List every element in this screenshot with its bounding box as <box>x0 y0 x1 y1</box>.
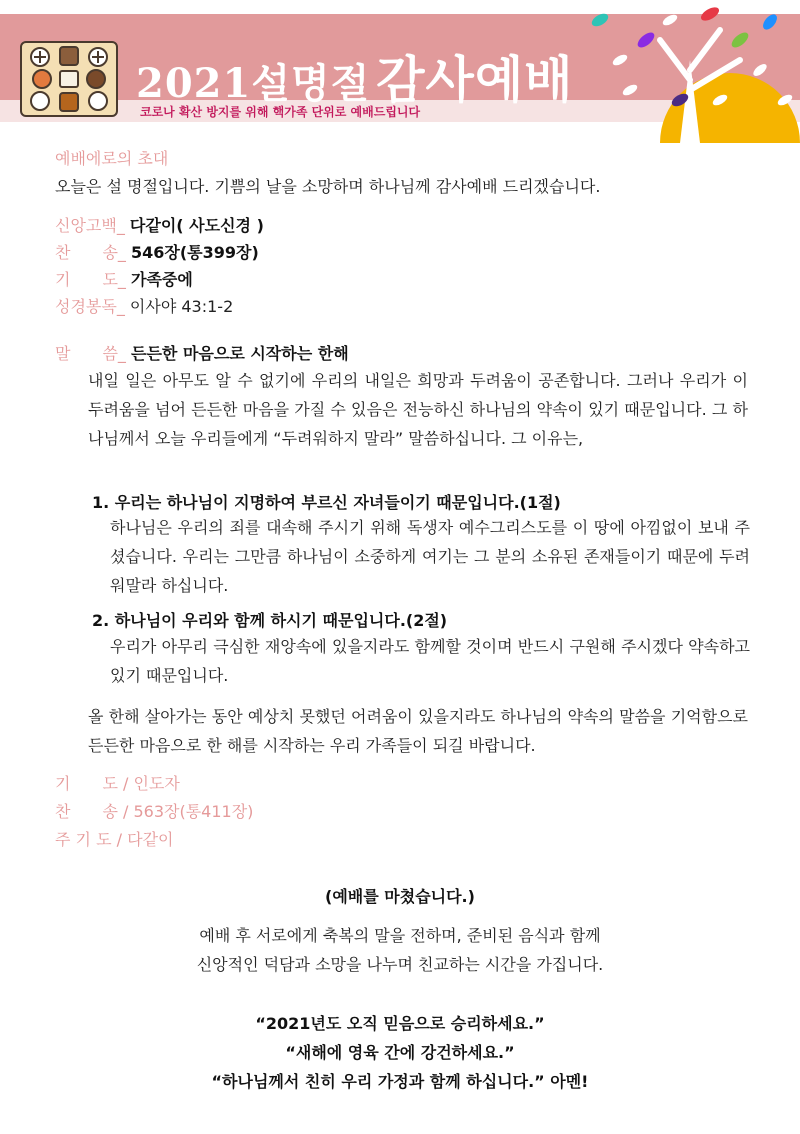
point-heading: 2. 하나님이 우리와 함께 하시기 때문입니다.(2절) <box>92 611 448 630</box>
title-main: 감사예배 <box>376 51 574 109</box>
blessing-line: “2021년도 오직 믿음으로 승리하세요.” <box>255 1014 545 1033</box>
after-label: 주 기 도 / <box>55 830 128 849</box>
header-banner <box>0 0 800 143</box>
point-body: 우리가 아무리 극심한 재앙속에 있을지라도 함께할 것이며 반드시 구원해 주시겠다 약속하고 있기 때문입니다. <box>110 637 750 685</box>
after-label: 찬 송 / <box>55 802 134 821</box>
order-label: 신앙고백_ <box>55 216 125 235</box>
holiday-food-table-icon <box>20 41 118 117</box>
point-heading: 1. 우리는 하나님이 지명하여 부르신 자녀들이기 때문입니다.(1절) <box>92 493 561 512</box>
ending-line: 신앙적인 덕담과 소망을 나누며 친교하는 시간을 가집니다. <box>196 955 604 974</box>
sermon-title: 든든한 마음으로 시작하는 한해 <box>131 344 349 363</box>
order-item <box>55 240 259 263</box>
order-item <box>55 267 193 290</box>
order-label: 찬 송_ <box>55 243 126 262</box>
after-item <box>55 799 253 822</box>
invitation-label: 예배에로의 초대 <box>55 149 169 168</box>
after-value: 인도자 <box>133 774 180 793</box>
after-value: 다같이 <box>127 830 174 849</box>
point-body: 하나님은 우리의 죄를 대속해 주시기 위해 독생자 예수그리스도를 이 땅에 아낌없이 보내 주셨습니다. 우리는 그만큼 하나님이 소중하게 여기는 그 분의 소유된 존재들이기 때문에 두려워말라 하십니다. <box>110 518 750 595</box>
order-value: 이사야 43:1-2 <box>129 297 234 316</box>
ending-title: (예배를 마쳤습니다.) <box>325 887 475 906</box>
after-item <box>55 827 173 850</box>
title-year: 2021설명절 <box>136 60 371 107</box>
order-value: 다같이( 사도신경 ) <box>129 216 264 235</box>
order-item <box>55 213 264 236</box>
blessing-line: “새해에 영육 간에 강건하세요.” <box>285 1043 515 1062</box>
order-item <box>55 294 233 317</box>
tree-sun-illustration <box>560 0 800 143</box>
page-subtitle: 코로나 확산 방지를 위해 핵가족 단위로 예배드립니다 <box>140 105 421 119</box>
sermon-label: 말 씀_ <box>55 344 126 363</box>
order-value: 546장(통399장) <box>131 243 259 262</box>
ending-line: 예배 후 서로에게 축복의 말을 전하며, 준비된 음식과 함께 <box>199 926 601 945</box>
blessing-line: “하나님께서 친히 우리 가정과 함께 하십니다.” 아멘! <box>211 1072 589 1091</box>
invitation-text: 오늘은 설 명절입니다. 기쁨의 날을 소망하며 하나님께 감사예배 드리겠습니다. <box>55 177 601 196</box>
sermon-closing: 올 한해 살아가는 동안 예상치 못했던 어려움이 있을지라도 하나님의 약속의 말씀을 기억함으로 든든한 마음으로 한 해를 시작하는 우리 가족들이 되길 바랍니다. <box>88 707 748 755</box>
order-label: 기 도_ <box>55 270 126 289</box>
after-label: 기 도 / <box>55 774 134 793</box>
after-item <box>55 771 180 794</box>
order-label: 성경봉독_ <box>55 297 125 316</box>
order-value: 가족중에 <box>131 270 193 289</box>
page-title <box>136 40 573 112</box>
sermon-heading <box>55 341 349 364</box>
after-value: 563장(통411장) <box>133 802 254 821</box>
sermon-intro: 내일 일은 아무도 알 수 없기에 우리의 내일은 희망과 두려움이 공존합니다. 그러나 우리가 이 두려움을 넘어 든든한 마음을 가질 수 있음은 전능하신 하나님의 약속이 있기 때문입니다. 그 하나님께서 오늘 우리들에게 “두려워하지 말라” 말씀하십니다. 그 이유는, <box>88 371 748 448</box>
